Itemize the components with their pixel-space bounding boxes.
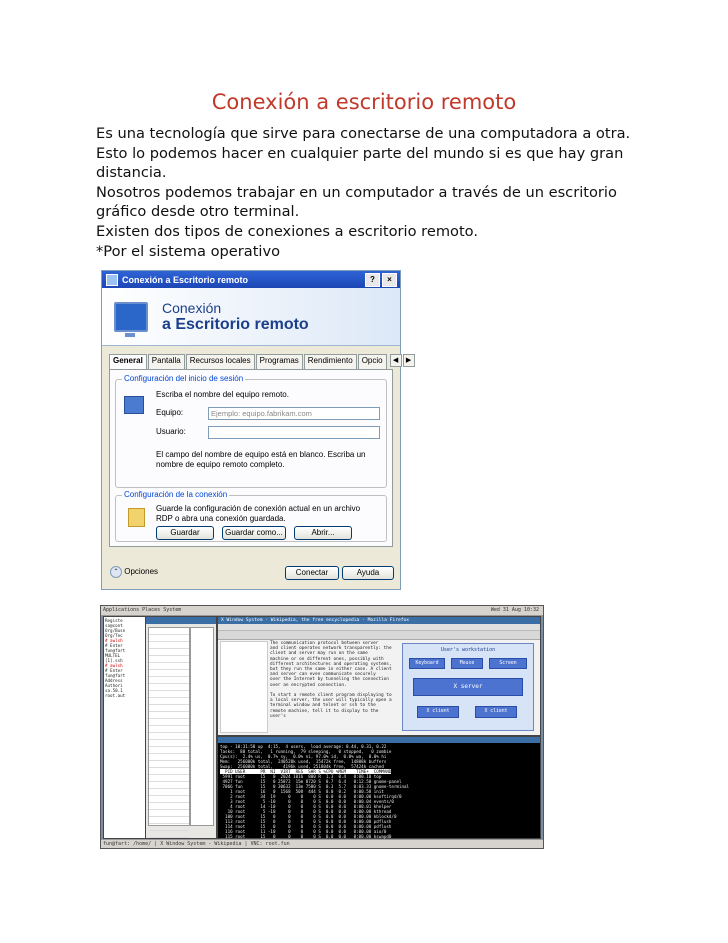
browser-content bbox=[270, 641, 392, 733]
tab-scroll-left-icon[interactable]: ◀ bbox=[390, 354, 402, 367]
chat-log bbox=[190, 627, 214, 826]
top-panel-menu[interactable]: Applications Places System bbox=[103, 607, 182, 613]
diagram-x-server: X server bbox=[413, 678, 523, 696]
browser-text-line: client and server may run on the same bbox=[270, 651, 368, 657]
warning-line2: nombre de equipo remoto completo. bbox=[156, 460, 285, 469]
terminal-row: 10 root 5 -10 0 0 0 S 0.0 0.0 0:00.00 kthread bbox=[220, 809, 392, 814]
terminal-line: Mem: 256000k total, 240528k used, 15472k free, 14808k buffers bbox=[220, 759, 387, 764]
left-terminal-line: # awlsh bbox=[105, 663, 123, 668]
login-settings-group bbox=[115, 374, 387, 488]
browser-text-line: over the Internet by tunneling the connection bbox=[270, 677, 389, 683]
browser-menubar bbox=[218, 624, 540, 631]
terminal-line: Tasks: 80 total, 1 running, 79 sleeping, 0 stopped, 0 zombie bbox=[220, 749, 392, 754]
left-terminal-line: fun@fart bbox=[105, 673, 126, 678]
left-terminal-line: Org/Tec bbox=[105, 633, 123, 638]
left-terminal-line: fun@fart bbox=[105, 648, 126, 653]
terminal-row: 3 root 5 -10 0 0 0 S 0.0 0.0 0:00.04 events/0 bbox=[220, 799, 394, 804]
remote-desktop-icon bbox=[106, 274, 118, 286]
terminal-header: PID USER PR NI VIRT RES SHR S %CPU %MEM TIME+ COMMAND bbox=[220, 769, 392, 774]
left-terminal-line: sa.50.1 bbox=[105, 688, 123, 693]
tab-rendimiento[interactable]: Rendimiento bbox=[304, 354, 357, 369]
top-terminal bbox=[217, 736, 541, 839]
chat-titlebar bbox=[146, 617, 216, 624]
left-terminal-line: Address bbox=[105, 678, 123, 683]
connect-button[interactable]: Conectar bbox=[285, 566, 339, 580]
dialog-title: Conexión a Escritorio remoto bbox=[122, 274, 249, 285]
browser-text-line: remote machine, tell it to display to the user's bbox=[270, 708, 379, 719]
tab-pantalla[interactable]: Pantalla bbox=[148, 354, 185, 369]
browser-text-line: and server can even communicate securely bbox=[270, 672, 376, 678]
body-line: gráfico desde otro terminal. bbox=[96, 203, 300, 221]
terminal-row: 1 root 16 0 1568 508 444 S 0.0 0.2 0:00.58 init bbox=[220, 789, 384, 794]
browser-text-line: a local server, the user will typically open a bbox=[270, 698, 392, 704]
top-panel-clock: Wed 31 Aug 10:32 bbox=[490, 607, 539, 613]
left-terminal-line: Authori bbox=[105, 683, 123, 688]
left-terminal-line: Registe bbox=[105, 618, 123, 623]
login-prompt: Escriba el nombre del equipo remoto. bbox=[156, 390, 289, 399]
terminal-row: 100 root 15 0 0 0 0 S 0.0 0.0 0:00.00 kblockd/0 bbox=[220, 814, 397, 819]
browser-toolbar bbox=[218, 631, 540, 640]
body-paragraph bbox=[96, 124, 636, 261]
tab-general[interactable]: General bbox=[109, 354, 147, 369]
terminal-row: 115 root 15 0 0 0 0 S 0.0 0.0 0:00.00 kswapd0 bbox=[220, 834, 392, 839]
tab-panel-general bbox=[109, 369, 393, 547]
options-label: Opciones bbox=[124, 567, 159, 577]
tab-scroll-right-icon[interactable]: ▶ bbox=[403, 354, 415, 367]
diagram-screen: Screen bbox=[489, 658, 527, 669]
terminal-row: 4 root 14 -10 0 0 0 S 0.0 0.0 0:00.01 khelper bbox=[220, 804, 392, 809]
left-terminal-line: [1].ssh bbox=[105, 658, 123, 663]
banner-line1: Conexión bbox=[162, 299, 222, 316]
diagram-keyboard: Keyboard bbox=[409, 658, 445, 669]
left-terminal-line: MULTEL bbox=[105, 653, 121, 658]
terminal-row: 114 root 15 0 0 0 0 S 0.0 0.0 0:00.00 pdflush bbox=[220, 824, 392, 829]
terminal-row: 113 root 15 0 0 0 0 S 0.0 0.0 0:00.00 pdflush bbox=[220, 819, 392, 824]
browser-text-line: over an encrypted connection. bbox=[270, 682, 347, 688]
options-chevron-icon: ⌃ bbox=[110, 566, 122, 578]
remote-desktop-dialog bbox=[101, 270, 412, 590]
terminal-row: 4927 fun 15 0 25872 15m 8720 S 0.7 6.4 0:12.50 gnome-panel bbox=[220, 779, 402, 784]
help-button[interactable]: Ayuda bbox=[342, 566, 394, 580]
left-terminal-line: sa@cont bbox=[105, 623, 123, 628]
body-line: Nosotros podemos trabajar en un computador a través de un escritorio bbox=[96, 183, 617, 201]
connection-settings-group bbox=[115, 490, 387, 542]
browser-sidebar bbox=[220, 641, 268, 733]
dialog-titlebar bbox=[102, 271, 400, 288]
usuario-input[interactable] bbox=[208, 426, 380, 439]
computer-icon bbox=[124, 396, 144, 414]
terminal-line: top - 10:31:58 up 4:15, 4 users, load average: 0.44, 0.31, 0.22 bbox=[220, 744, 387, 749]
browser-text-line: machine or on different ones, possibly with bbox=[270, 656, 384, 662]
diagram-title: User's workstation bbox=[440, 647, 496, 653]
options-button[interactable] bbox=[110, 566, 168, 578]
terminal-row: 116 root 11 -10 0 0 0 S 0.0 0.0 0:00.00 aio/0 bbox=[220, 829, 387, 834]
save-button[interactable]: Guardar bbox=[156, 526, 214, 540]
left-terminal-line: # awlsh bbox=[105, 638, 123, 643]
body-line: Esto lo podemos hacer en cualquier parte del mundo si es que hay gran bbox=[96, 144, 624, 162]
terminal-row: 7066 fun 15 0 30632 13m 7580 S 0.3 5.7 0:03.33 gnome-terminal bbox=[220, 784, 410, 789]
dialog-button-row bbox=[102, 555, 400, 589]
close-icon[interactable]: × bbox=[382, 273, 397, 287]
save-as-button[interactable]: Guardar como... bbox=[222, 526, 286, 540]
left-terminal-line: root.aut bbox=[105, 693, 126, 698]
warning-line1: El campo del nombre de equipo está en blanco. Escriba un bbox=[156, 450, 366, 459]
help-icon[interactable]: ? bbox=[365, 273, 380, 287]
folder-icon bbox=[128, 508, 145, 527]
linux-desktop-screenshot bbox=[100, 605, 544, 849]
tab-recursos-locales[interactable]: Recursos locales bbox=[186, 354, 255, 369]
diagram-x-client: X client bbox=[417, 706, 459, 718]
browser-text-line: The communication protocol between server bbox=[270, 641, 379, 646]
open-button[interactable]: Abrir... bbox=[294, 526, 352, 540]
browser-text-line: terminal window and telnet or ssh to the bbox=[270, 703, 376, 709]
x-server-diagram bbox=[402, 643, 534, 731]
chat-user-list bbox=[148, 627, 190, 826]
equipo-input[interactable]: Ejemplo: equipo.fabrikam.com bbox=[208, 407, 380, 420]
body-line: Es una tecnología que sirve para conectarse de una computadora a otra. bbox=[96, 125, 631, 142]
diagram-x-client: X client bbox=[475, 706, 517, 718]
terminal-row: 5991 root 15 0 2024 1016 800 R 1.3 0.4 0:00.10 top bbox=[220, 774, 382, 779]
left-terminal-line: # Enter bbox=[105, 668, 123, 673]
browser-text-line: and client operates network transparently: the bbox=[270, 646, 392, 652]
body-line: *Por el sistema operativo bbox=[96, 242, 281, 260]
page-title: Conexión a escritorio remoto bbox=[211, 90, 517, 114]
banner-line2: a Escritorio remoto bbox=[162, 315, 309, 333]
monitor-icon bbox=[114, 302, 148, 332]
login-settings-title: Configuración del inicio de sesión bbox=[124, 374, 244, 383]
connection-settings-title: Configuración de la conexión bbox=[124, 490, 228, 499]
left-terminal-line: # Enter bbox=[105, 643, 123, 648]
connection-text-line2: RDP o abra una conexión guardada. bbox=[156, 514, 286, 523]
terminal-line: Swap: 256000k total, 4196k used, 251804k free, 57424k cached bbox=[220, 764, 384, 769]
body-line: distancia. bbox=[96, 164, 167, 182]
body-line: Existen dos tipos de conexiones a escritorio remoto. bbox=[96, 222, 478, 240]
dialog-banner bbox=[102, 288, 400, 346]
tab-programas[interactable]: Programas bbox=[256, 354, 303, 369]
firefox-window bbox=[217, 616, 541, 736]
desktop-taskbar[interactable]: fun@fart: /home/ | X Window System - Wikipedia | VNC: root.fun bbox=[101, 839, 543, 848]
usuario-label: Usuario: bbox=[156, 427, 186, 436]
browser-text-line: different architectures and operating systems, bbox=[270, 661, 392, 667]
tab-opciones[interactable]: Opcio bbox=[358, 354, 387, 369]
terminal-summary bbox=[218, 743, 540, 840]
terminal-row: 2 root 34 19 0 0 0 S 0.0 0.0 0:00.00 ksoftirqd/0 bbox=[220, 794, 402, 799]
tab-strip bbox=[109, 354, 412, 369]
left-terminal-line: Org/Busn bbox=[105, 628, 126, 633]
equipo-label: Equipo: bbox=[156, 408, 184, 417]
chat-window bbox=[145, 616, 217, 839]
browser-title: X Window System - Wikipedia, the free encyclopedia - Mozilla Firefox bbox=[218, 617, 540, 624]
browser-text-line: but they run the same in either case. A client bbox=[270, 667, 392, 673]
desktop-top-panel bbox=[101, 606, 543, 616]
left-terminal bbox=[103, 616, 147, 839]
connection-text-line1: Guarde la configuración de conexión actual en un archivo bbox=[156, 504, 361, 513]
browser-text-line: To start a remote client program displaying to bbox=[270, 693, 392, 699]
terminal-line: Cpu(s): 2.4% us, 0.7% sy, 0.0% ni, 97.0% id, 0.0% wa, 0.0% hi bbox=[220, 754, 387, 759]
diagram-mouse: Mouse bbox=[451, 658, 483, 669]
